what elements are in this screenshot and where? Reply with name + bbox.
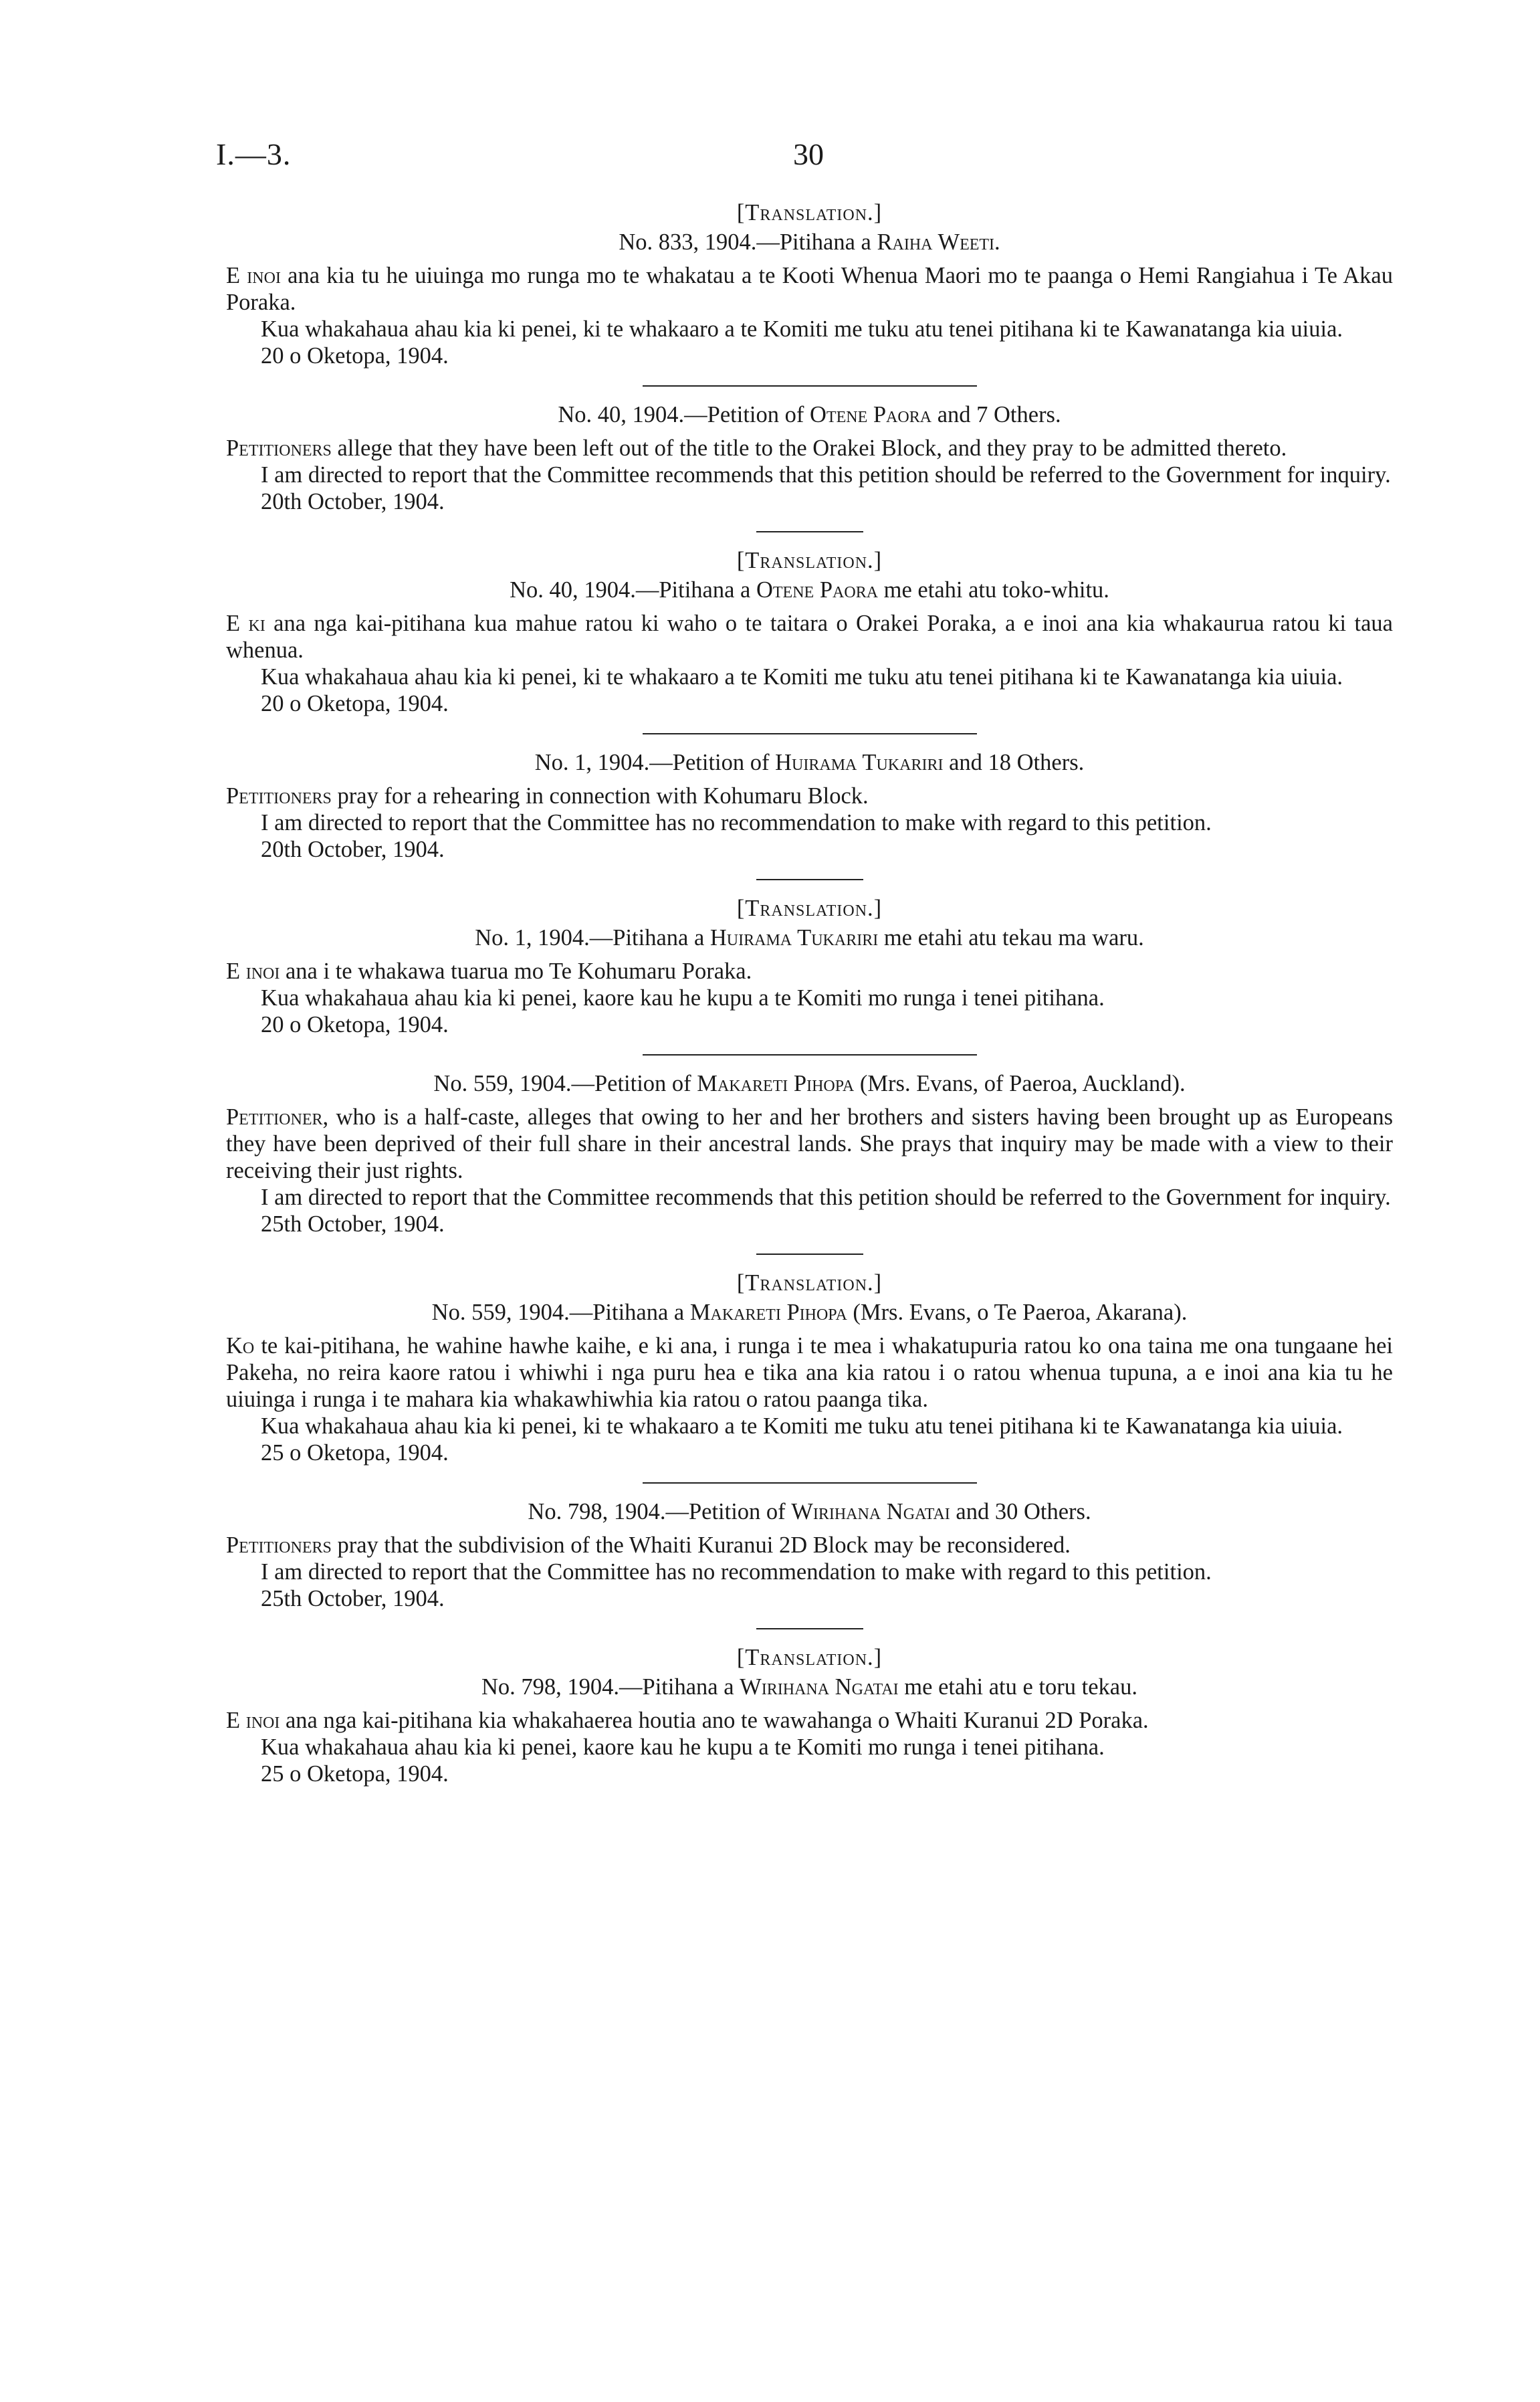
petition-section bbox=[226, 895, 1393, 1038]
petition-body: E inoi ana i te whakawa tuarua mo Te Kohumaru Poraka. bbox=[226, 959, 752, 984]
petition-title: No. 833, 1904.—Pitihana a Raiha Weeti. bbox=[619, 229, 1000, 255]
petition-section bbox=[226, 1498, 1393, 1612]
petitioner-name: Wirihana Ngatai bbox=[740, 1674, 899, 1700]
translation-heading: [Translation.] bbox=[736, 1270, 883, 1296]
petitioner-name: Otene Paora bbox=[810, 402, 932, 427]
committee-report: Kua whakahaua ahau kia ki penei, ki te whakaaro a te Komiti me tuku atu tenei pitihana ki te Kawanatanga kia uiuia. bbox=[261, 664, 1343, 690]
petition-title: No. 559, 1904.—Petition of Makareti Pihopa (Mrs. Evans, of Paeroa, Auckland). bbox=[433, 1071, 1186, 1096]
petition-title: No. 40, 1904.—Petition of Otene Paora and 7 Others. bbox=[558, 402, 1061, 427]
petition-section bbox=[226, 199, 1393, 369]
committee-report: I am directed to report that the Committee recommends that this petition should be referred to the Government for inquiry. bbox=[261, 462, 1391, 488]
report-date: 20th October, 1904. bbox=[261, 837, 445, 862]
petitions-content bbox=[226, 199, 1393, 1787]
petition-section bbox=[226, 1070, 1393, 1237]
petition-title: No. 1, 1904.—Pitihana a Huirama Tukariri me etahi atu tekau ma waru. bbox=[475, 925, 1144, 950]
section-divider bbox=[643, 1054, 977, 1056]
petitioner-name: Huirama Tukariri bbox=[709, 925, 879, 950]
section-divider bbox=[756, 879, 863, 880]
petition-body: Petitioners pray that the subdivision of the Whaiti Kuranui 2D Block may be reconsidered. bbox=[226, 1532, 1071, 1558]
committee-report: Kua whakahaua ahau kia ki penei, ki te whakaaro a te Komiti me tuku atu tenei pitihana ki te Kawanatanga kia uiuia. bbox=[261, 316, 1343, 342]
section-divider bbox=[643, 1482, 977, 1484]
petition-section bbox=[226, 1644, 1393, 1787]
petition-title: No. 798, 1904.—Pitihana a Wirihana Ngatai me etahi atu e toru tekau. bbox=[481, 1674, 1137, 1700]
petitioner-name: Raiha Weeti bbox=[877, 229, 995, 255]
section-divider bbox=[756, 531, 863, 532]
report-date: 20 o Oketopa, 1904. bbox=[261, 691, 449, 716]
translation-heading: [Translation.] bbox=[736, 896, 883, 921]
petition-body: Petitioner, who is a half-caste, alleges that owing to her and her brothers and sisters having been brought up as Europeans they have been deprived of their full share in their ancestral lands. She prays that inquiry may be made with a view to their receiving their just rights. bbox=[226, 1104, 1393, 1183]
petition-body: E inoi ana nga kai-pitihana kia whakahaerea houtia ano te wawahanga o Whaiti Kuranui 2D Poraka. bbox=[226, 1708, 1149, 1733]
petition-section bbox=[226, 1270, 1393, 1466]
petition-title: No. 40, 1904.—Pitihana a Otene Paora me etahi atu toko-whitu. bbox=[510, 577, 1109, 603]
petitioner-name: Makareti Pihopa bbox=[689, 1300, 847, 1325]
petition-section bbox=[226, 401, 1393, 515]
committee-report: Kua whakahaua ahau kia ki penei, ki te whakaaro a te Komiti me tuku atu tenei pitihana ki te Kawanatanga kia uiuia. bbox=[261, 1413, 1343, 1439]
report-date: 25th October, 1904. bbox=[261, 1586, 445, 1611]
petition-body: Petitioners allege that they have been left out of the title to the Orakei Block, and they pray to be admitted thereto. bbox=[226, 435, 1287, 461]
petition-title: No. 1, 1904.—Petition of Huirama Tukariri and 18 Others. bbox=[534, 750, 1085, 775]
petition-title: No. 798, 1904.—Petition of Wirihana Ngatai and 30 Others. bbox=[528, 1499, 1091, 1524]
committee-report: Kua whakahaua ahau kia ki penei, kaore kau he kupu a te Komiti mo runga i tenei pitihana. bbox=[261, 985, 1105, 1011]
report-date: 25 o Oketopa, 1904. bbox=[261, 1440, 449, 1466]
translation-heading: [Translation.] bbox=[736, 1645, 883, 1670]
section-divider bbox=[756, 1254, 863, 1255]
petition-body: E ki ana nga kai-pitihana kua mahue ratou ki waho o te taitara o Orakei Poraka, a e inoi ana kia whakaurua ratou ki taua whenua. bbox=[226, 611, 1393, 663]
report-date: 25 o Oketopa, 1904. bbox=[261, 1761, 449, 1787]
committee-report: Kua whakahaua ahau kia ki penei, kaore kau he kupu a te Komiti mo runga i tenei pitihana. bbox=[261, 1734, 1105, 1760]
petition-section bbox=[226, 749, 1393, 863]
petition-body: Ko te kai-pitihana, he wahine hawhe kaihe, e ki ana, i runga i te mea i whakatupuria ratou ko ona taina me ona tungaane hei Pakeha, no reira kaore ratou i whiwhi i nga puru hea e tika ana kia ratou i o ratou whenua tupuna, a e inoi ana kia tu he uiuinga i runga i te mahara kia whakawhiwhia kia ratou o ratou paanga tika. bbox=[226, 1333, 1393, 1412]
paper-reference: I.—3. bbox=[216, 137, 292, 171]
report-date: 20 o Oketopa, 1904. bbox=[261, 343, 449, 369]
petitioner-name: Wirihana Ngatai bbox=[791, 1499, 950, 1524]
committee-report: I am directed to report that the Committee has no recommendation to make with regard to this petition. bbox=[261, 1559, 1212, 1585]
petition-section bbox=[226, 547, 1393, 717]
report-date: 20th October, 1904. bbox=[261, 489, 445, 514]
petition-body: E inoi ana kia tu he uiuinga mo runga mo te whakatau a te Kooti Whenua Maori mo te paanga o Hemi Rangiahua i Te Akau Poraka. bbox=[226, 263, 1393, 315]
report-date: 25th October, 1904. bbox=[261, 1211, 445, 1237]
report-date: 20 o Oketopa, 1904. bbox=[261, 1012, 449, 1037]
petitioner-name: Huirama Tukariri bbox=[775, 750, 944, 775]
section-divider bbox=[643, 385, 977, 387]
section-divider bbox=[756, 1628, 863, 1629]
petition-title: No. 559, 1904.—Pitihana a Makareti Pihopa (Mrs. Evans, o Te Paeroa, Akarana). bbox=[431, 1300, 1188, 1325]
translation-heading: [Translation.] bbox=[736, 200, 883, 225]
committee-report: I am directed to report that the Committee has no recommendation to make with regard to this petition. bbox=[261, 810, 1212, 835]
petitioner-name: Otene Paora bbox=[756, 577, 879, 603]
page-number: 30 bbox=[793, 137, 824, 171]
committee-report: I am directed to report that the Committee recommends that this petition should be referred to the Government for inquiry. bbox=[261, 1185, 1391, 1210]
section-divider bbox=[643, 733, 977, 734]
petition-body: Petitioners pray for a rehearing in connection with Kohumaru Block. bbox=[226, 783, 869, 809]
translation-heading: [Translation.] bbox=[736, 548, 883, 573]
petitioner-name: Makareti Pihopa bbox=[697, 1071, 855, 1096]
